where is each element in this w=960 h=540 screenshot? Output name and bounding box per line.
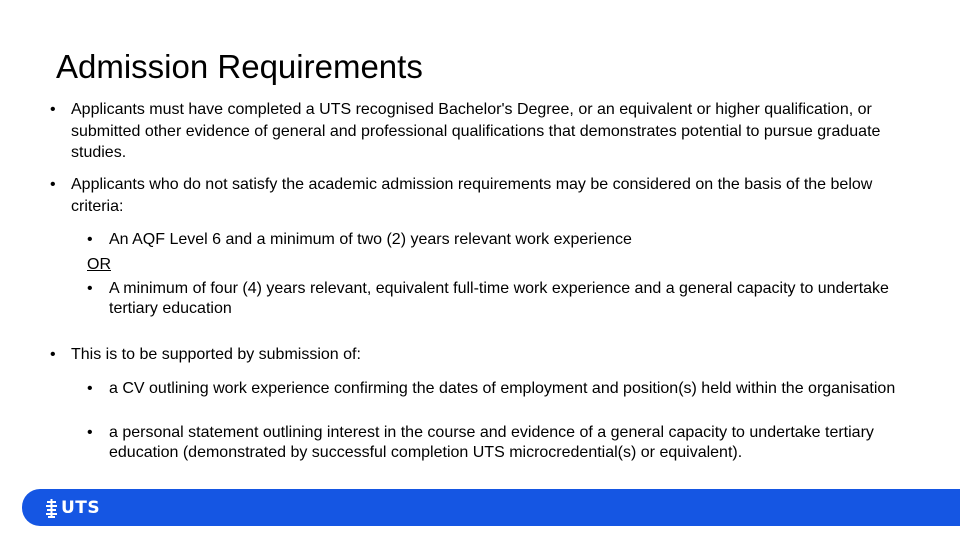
- sub-bullet-text: a CV outlining work experience confirming the dates of employment and position(s) held within the organisation: [109, 380, 896, 397]
- sub-bullet-text: An AQF Level 6 and a minimum of two (2) years relevant work experience: [109, 231, 632, 248]
- slide-title: Admission Requirements: [56, 48, 423, 85]
- uts-logo: [46, 498, 100, 518]
- bullet-item: [50, 99, 901, 164]
- bullet-text: Applicants who do not satisfy the academic admission requirements may be considered on the basis of the below criteria:: [71, 176, 873, 215]
- bullet-text: Applicants must have completed a UTS recognised Bachelor's Degree, or an equivalent or higher qualification, or submitted other evidence of general and professional qualifications that demonstrates potential to pursue graduate studies.: [71, 101, 881, 161]
- bullet-dot: •: [50, 101, 56, 118]
- bullet-dot: •: [87, 424, 93, 441]
- bullet-item: [50, 344, 901, 366]
- bullet-dot: •: [87, 231, 93, 248]
- bullet-dot: •: [50, 346, 56, 363]
- or-label: OR: [87, 256, 111, 273]
- uts-crest-icon: [46, 499, 57, 518]
- bullet-item: [50, 174, 901, 217]
- sub-bullet-item: [87, 279, 899, 318]
- sub-bullet-item: [87, 230, 899, 250]
- bullet-text: This is to be supported by submission of:: [71, 346, 361, 363]
- sub-bullet-item: [87, 423, 899, 462]
- sub-bullet-item: [87, 379, 899, 399]
- footer-bar: [22, 489, 960, 526]
- bullet-dot: •: [87, 280, 93, 297]
- sub-bullet-text: A minimum of four (4) years relevant, equivalent full-time work experience and a general capacity to undertake tertiary education: [109, 280, 889, 317]
- logo-text: UTS: [61, 498, 101, 518]
- bullet-dot: •: [50, 176, 56, 193]
- bullet-dot: •: [87, 380, 93, 397]
- sub-bullet-text: a personal statement outlining interest in the course and evidence of a general capacity to undertake tertiary education (demonstrated by successful completion UTS microcredential(s) or equivalent).: [109, 424, 874, 461]
